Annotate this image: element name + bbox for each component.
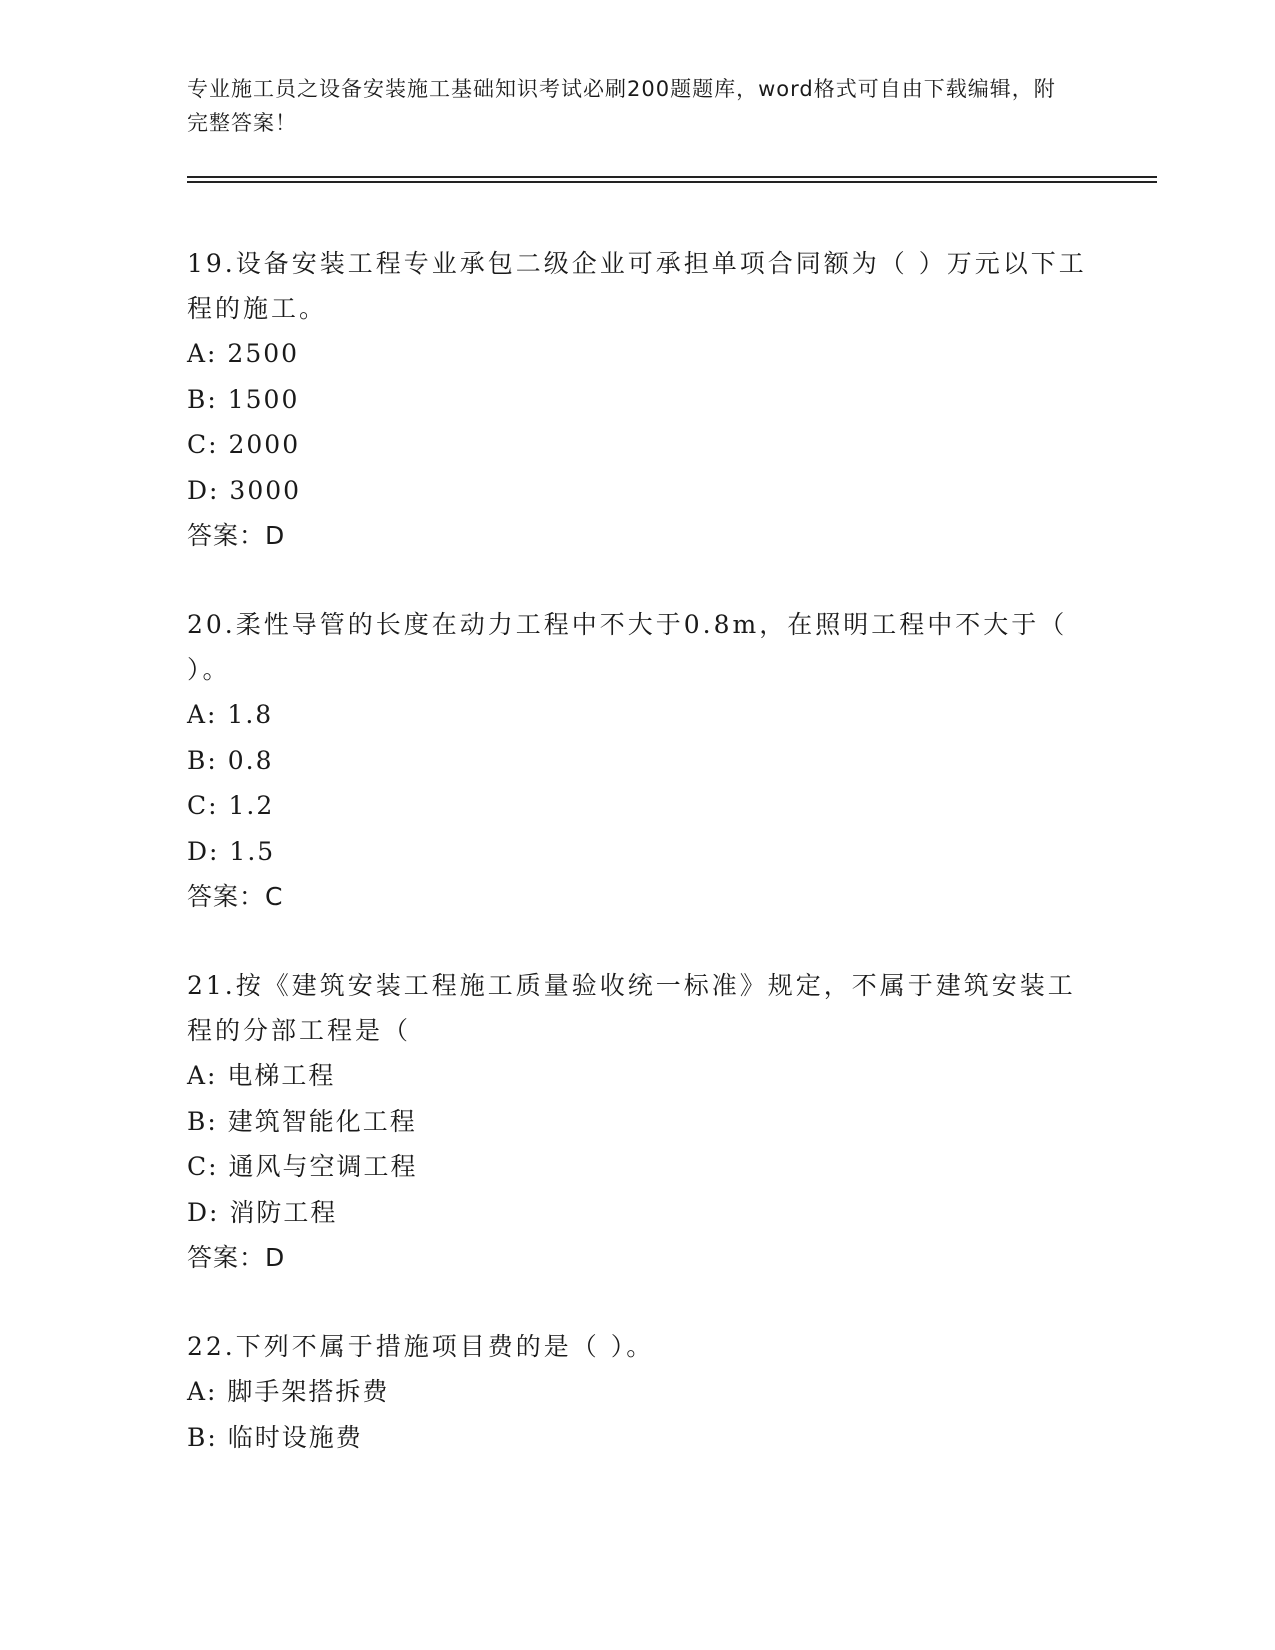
document-page	[187, 72, 1167, 1460]
question-19	[187, 241, 1167, 558]
question-text: 20.柔性导管的长度在动力工程中不大于0.8m，在照明工程中不大于（ ）。	[187, 610, 1068, 684]
option-c: C: 2000	[187, 430, 301, 459]
option-b: B: 0.8	[187, 745, 274, 775]
option-a: A: 1.8	[187, 700, 274, 729]
option-c: C: 通风与空调工程	[187, 1152, 418, 1181]
document-header: 专业施工员之设备安装施工基础知识考试必刷200题题库，word格式可自由下载编辑，附完整答案！	[187, 77, 1056, 135]
option-a: A: 脚手架搭拆费	[187, 1377, 390, 1406]
question-22	[187, 1324, 1167, 1460]
option-b: B: 1500	[187, 384, 300, 414]
question-21	[187, 963, 1167, 1280]
question-20	[187, 602, 1167, 919]
option-a: A: 2500	[187, 339, 300, 368]
answer-line: 答案：C	[187, 882, 284, 911]
option-d: D: 3000	[187, 475, 302, 505]
question-text: 21.按《建筑安装工程施工质量验收统一标准》规定，不属于建筑安装工程的分部工程是（	[187, 971, 1076, 1045]
option-a: A: 电梯工程	[187, 1061, 336, 1090]
header-divider	[187, 176, 1157, 183]
question-text: 19.设备安装工程专业承包二级企业可承担单项合同额为（ ）万元以下工程的施工。	[187, 249, 1087, 323]
question-text: 22.下列不属于措施项目费的是（ ）。	[187, 1332, 655, 1361]
option-d: D: 1.5	[187, 836, 276, 866]
option-d: D: 消防工程	[187, 1197, 338, 1227]
answer-line: 答案：D	[187, 1243, 286, 1272]
option-b: B: 建筑智能化工程	[187, 1106, 417, 1136]
option-b: B: 临时设施费	[187, 1422, 363, 1452]
answer-line: 答案：D	[187, 521, 286, 550]
option-c: C: 1.2	[187, 791, 275, 820]
